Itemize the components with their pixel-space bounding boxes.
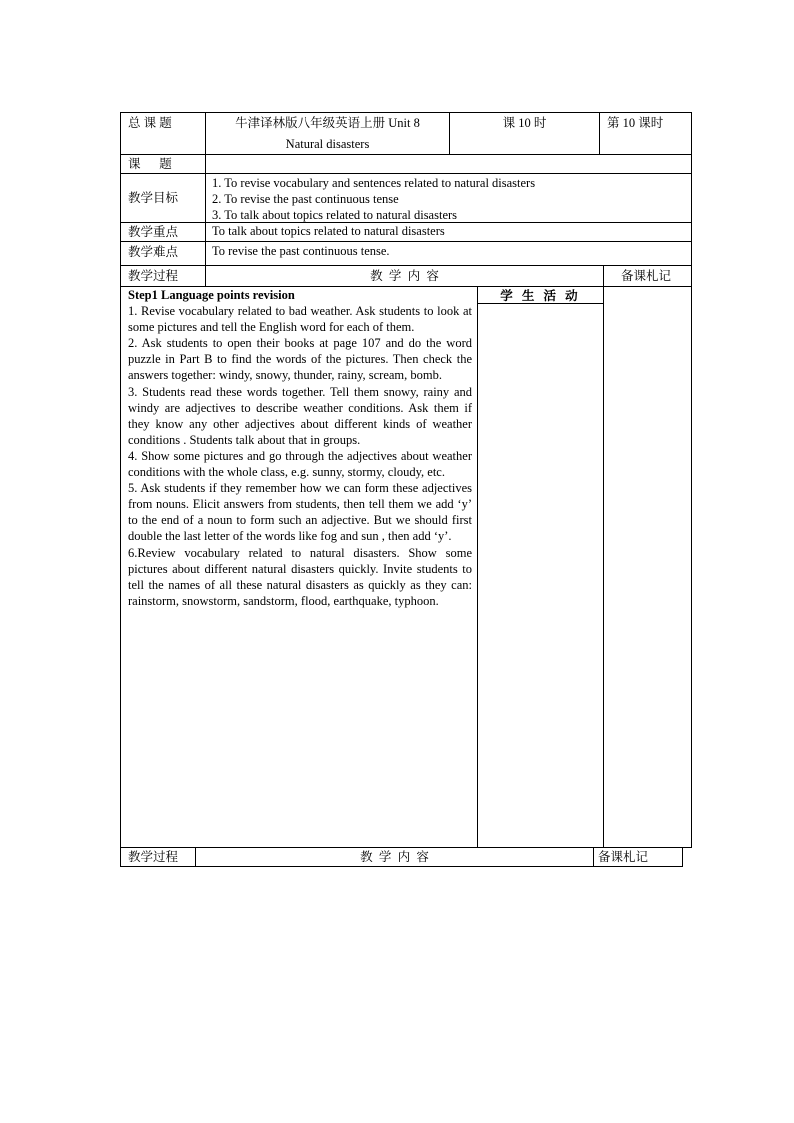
student-activity-header: 学 生 活 动 [500,289,581,303]
notes-header: 备课札记 [621,269,672,283]
lesson-number: 第 10 课时 [607,116,664,130]
overall-topic-label: 总 课 题 [128,116,172,130]
objective-item: 3. To talk about topics related to natural disasters [212,208,458,222]
difficulty-value: To revise the past continuous tense. [212,244,390,258]
footer-process-label: 教学过程 [128,850,179,864]
overall-topic-value-line1: 牛津译林版八年级英语上册 Unit 8 [235,116,420,130]
objectives-list [212,175,535,223]
hours-count: 课 10 时 [502,116,547,130]
content-header: 教 学 内 容 [370,269,439,283]
footer-content-header: 教 学 内 容 [360,850,429,864]
key-point-label: 教学重点 [128,225,179,239]
content-paragraph: 1. Revise vocabulary related to bad weather. Ask students to look at some pictures and tell the English word for each of them. [128,304,472,335]
footer-notes-header: 备课札记 [598,850,649,864]
objective-item: 1. To revise vocabulary and sentences related to natural disasters [212,176,536,190]
content-paragraph: 6.Review vocabulary related to natural disasters. Show some pictures about different natural disasters quickly. Invite students to tell the names of all these natural disasters as quickly as they can: rainstorm, snowstorm, sandstorm, flood, earthquake, typhoon. [128,545,472,608]
difficulty-label: 教学难点 [128,245,179,259]
lesson-topic-label: 课 题 [128,157,172,171]
objective-item: 2. To revise the past continuous tense [212,192,399,206]
overall-topic-value-line2: Natural disasters [285,137,370,151]
process-label: 教学过程 [128,269,179,283]
content-paragraph: 4. Show some pictures and go through the adjectives about weather conditions with the whole class, e.g. sunny, stormy, cloudy, etc. [128,448,472,480]
content-paragraph: 3. Students read these words together. Tell them snowy, rainy and windy are adjectives to describe weather conditions. Ask them if they know any other adjectives about different kinds of weather conditions . Students talk about that in groups. [128,384,472,447]
content-paragraph: 2. Ask students to open their books at page 107 and do the word puzzle in Part B to find the words of the pictures. Then check the answers together: windy, snowy, thunder, rainy, scream, bomb. [128,336,472,383]
key-point-value: To talk about topics related to natural disasters [212,224,445,238]
objectives-label: 教学目标 [128,191,179,205]
teaching-content [128,287,472,609]
step-title: Step1 Language points revision [128,288,295,302]
content-paragraph: 5. Ask students if they remember how we can form these adjectives from nouns. Elicit answers from students, then tell them we add ‘y’ to the end of a noun to form such an adjective. But we should first double the last letter of the words like fog and sun , then add ‘y’. [128,481,472,544]
